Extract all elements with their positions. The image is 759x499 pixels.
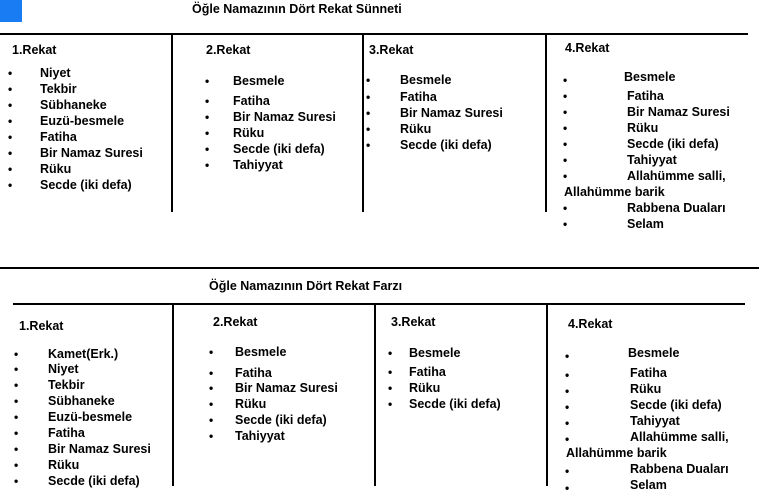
list-item: Rüku	[48, 458, 80, 472]
blue-square	[0, 0, 22, 22]
bullet-icon: •	[14, 458, 19, 472]
section-2-divider-1	[172, 304, 174, 486]
bullet-icon: •	[209, 413, 214, 427]
list-item: Allahümme barik	[564, 185, 665, 199]
bullet-icon: •	[8, 130, 13, 144]
bullet-icon: •	[366, 106, 371, 120]
bullet-icon: •	[14, 378, 19, 392]
list-item: Fatiha	[235, 366, 272, 380]
bullet-icon: •	[14, 474, 19, 488]
bullet-icon: •	[8, 178, 13, 192]
section-1-header-rule	[0, 33, 748, 35]
bullet-icon: •	[366, 90, 371, 104]
bullet-icon: •	[8, 114, 13, 128]
bullet-icon: •	[205, 74, 210, 88]
bullet-icon: •	[14, 410, 19, 424]
list-item: Secde (iki defa)	[409, 397, 501, 411]
list-item: Secde (iki defa)	[627, 137, 719, 151]
bullet-icon: •	[209, 397, 214, 411]
section-1-col-1-heading: 1.Rekat	[12, 43, 57, 57]
bullet-icon: •	[563, 217, 568, 231]
bullet-icon: •	[366, 138, 371, 152]
list-item: Allahümme salli,	[627, 169, 726, 183]
list-item: Rüku	[233, 126, 265, 140]
list-item: Rüku	[235, 397, 267, 411]
bullet-icon: •	[205, 110, 210, 124]
bullet-icon: •	[388, 365, 393, 379]
list-item: Tahiyyat	[630, 414, 680, 428]
list-item: Besmele	[400, 73, 452, 87]
bullet-icon: •	[565, 481, 570, 495]
section-1-title: Öğle Namazının Dört Rekat Sünneti	[192, 2, 402, 16]
list-item: Secde (iki defa)	[630, 398, 722, 412]
list-item: Rüku	[40, 162, 72, 176]
bullet-icon: •	[388, 346, 393, 360]
section-2-divider-3	[546, 304, 548, 486]
bullet-icon: •	[205, 94, 210, 108]
list-item: Besmele	[628, 346, 680, 360]
list-item: Bir Namaz Suresi	[40, 146, 143, 160]
list-item: Rabbena Duaları	[627, 201, 726, 215]
list-item: Besmele	[235, 345, 287, 359]
bullet-icon: •	[14, 426, 19, 440]
list-item: Bir Namaz Suresi	[48, 442, 151, 456]
list-item: Secde (iki defa)	[233, 142, 325, 156]
bullet-icon: •	[209, 381, 214, 395]
bullet-icon: •	[565, 349, 570, 363]
bullet-icon: •	[205, 158, 210, 172]
list-item: Besmele	[233, 74, 285, 88]
list-item: Besmele	[624, 70, 676, 84]
bullet-icon: •	[565, 464, 570, 478]
list-item: Fatiha	[409, 365, 446, 379]
list-item: Bir Namaz Suresi	[233, 110, 336, 124]
section-2-col-2-heading: 2.Rekat	[213, 315, 258, 329]
list-item: Fatiha	[48, 426, 85, 440]
list-item: Fatiha	[40, 130, 77, 144]
bullet-icon: •	[563, 169, 568, 183]
list-item: Allahümme salli,	[630, 430, 729, 444]
list-item: Rüku	[400, 122, 432, 136]
list-item: Niyet	[48, 362, 79, 376]
list-item: Bir Namaz Suresi	[235, 381, 338, 395]
bullet-icon: •	[14, 442, 19, 456]
section-1-divider-2	[362, 34, 364, 212]
list-item: Rüku	[630, 382, 662, 396]
list-item: Besmele	[409, 346, 461, 360]
bullet-icon: •	[565, 384, 570, 398]
bullet-icon: •	[205, 126, 210, 140]
list-item: Rüku	[409, 381, 441, 395]
list-item: Sübhaneke	[40, 98, 107, 112]
section-2-header-rule	[13, 303, 745, 305]
section-1-col-3-heading: 3.Rekat	[369, 43, 414, 57]
list-item: Tahiyyat	[235, 429, 285, 443]
list-item: Rüku	[627, 121, 659, 135]
section-1-col-4-heading: 4.Rekat	[565, 41, 610, 55]
list-item: Secde (iki defa)	[400, 138, 492, 152]
list-item: Euzü-besmele	[40, 114, 125, 128]
list-item: Niyet	[40, 66, 71, 80]
list-item: Tahiyyat	[233, 158, 283, 172]
list-item: Euzü-besmele	[48, 410, 133, 424]
section-2-col-3-heading: 3.Rekat	[391, 315, 436, 329]
bullet-icon: •	[366, 122, 371, 136]
bullet-icon: •	[209, 366, 214, 380]
bullet-icon: •	[388, 381, 393, 395]
bullet-icon: •	[563, 201, 568, 215]
list-item: Secde (iki defa)	[235, 413, 327, 427]
section-1-divider-1	[171, 34, 173, 212]
bullet-icon: •	[14, 362, 19, 376]
list-item: Secde (iki defa)	[48, 474, 140, 488]
section-2-title: Öğle Namazının Dört Rekat Farzı	[209, 279, 403, 293]
section-1-divider-3	[545, 34, 547, 212]
list-item: Selam	[627, 217, 664, 231]
bullet-icon: •	[565, 416, 570, 430]
list-item: Rabbena Duaları	[630, 462, 729, 476]
bullet-icon: •	[209, 345, 214, 359]
bullet-icon: •	[8, 66, 13, 80]
section-1-col-2-heading: 2.Rekat	[206, 43, 251, 57]
bullet-icon: •	[8, 162, 13, 176]
bullet-icon: •	[563, 105, 568, 119]
bullet-icon: •	[563, 137, 568, 151]
bullet-icon: •	[8, 146, 13, 160]
list-item: Tekbir	[40, 82, 77, 96]
section-2-col-1-heading: 1.Rekat	[19, 319, 64, 333]
list-item: Fatiha	[630, 366, 667, 380]
bullet-icon: •	[563, 153, 568, 167]
section-2-col-4-heading: 4.Rekat	[568, 317, 613, 331]
bullet-icon: •	[8, 98, 13, 112]
bullet-icon: •	[8, 82, 13, 96]
list-item: Allahümme barik	[566, 446, 667, 460]
list-item: Fatiha	[400, 90, 437, 104]
bullet-icon: •	[565, 368, 570, 382]
list-item: Kamet(Erk.)	[48, 347, 119, 361]
bullet-icon: •	[209, 429, 214, 443]
section-separator	[0, 267, 759, 269]
bullet-icon: •	[14, 347, 19, 361]
bullet-icon: •	[366, 73, 371, 87]
bullet-icon: •	[563, 73, 568, 87]
bullet-icon: •	[388, 397, 393, 411]
list-item: Fatiha	[627, 89, 664, 103]
section-2-divider-2	[374, 304, 376, 486]
bullet-icon: •	[563, 121, 568, 135]
bullet-icon: •	[205, 142, 210, 156]
list-item: Tekbir	[48, 378, 85, 392]
bullet-icon: •	[565, 432, 570, 446]
list-item: Tahiyyat	[627, 153, 677, 167]
list-item: Bir Namaz Suresi	[627, 105, 730, 119]
bullet-icon: •	[14, 394, 19, 408]
bullet-icon: •	[565, 400, 570, 414]
list-item: Selam	[630, 478, 667, 492]
list-item: Fatiha	[233, 94, 270, 108]
list-item: Sübhaneke	[48, 394, 115, 408]
bullet-icon: •	[563, 89, 568, 103]
list-item: Bir Namaz Suresi	[400, 106, 503, 120]
list-item: Secde (iki defa)	[40, 178, 132, 192]
